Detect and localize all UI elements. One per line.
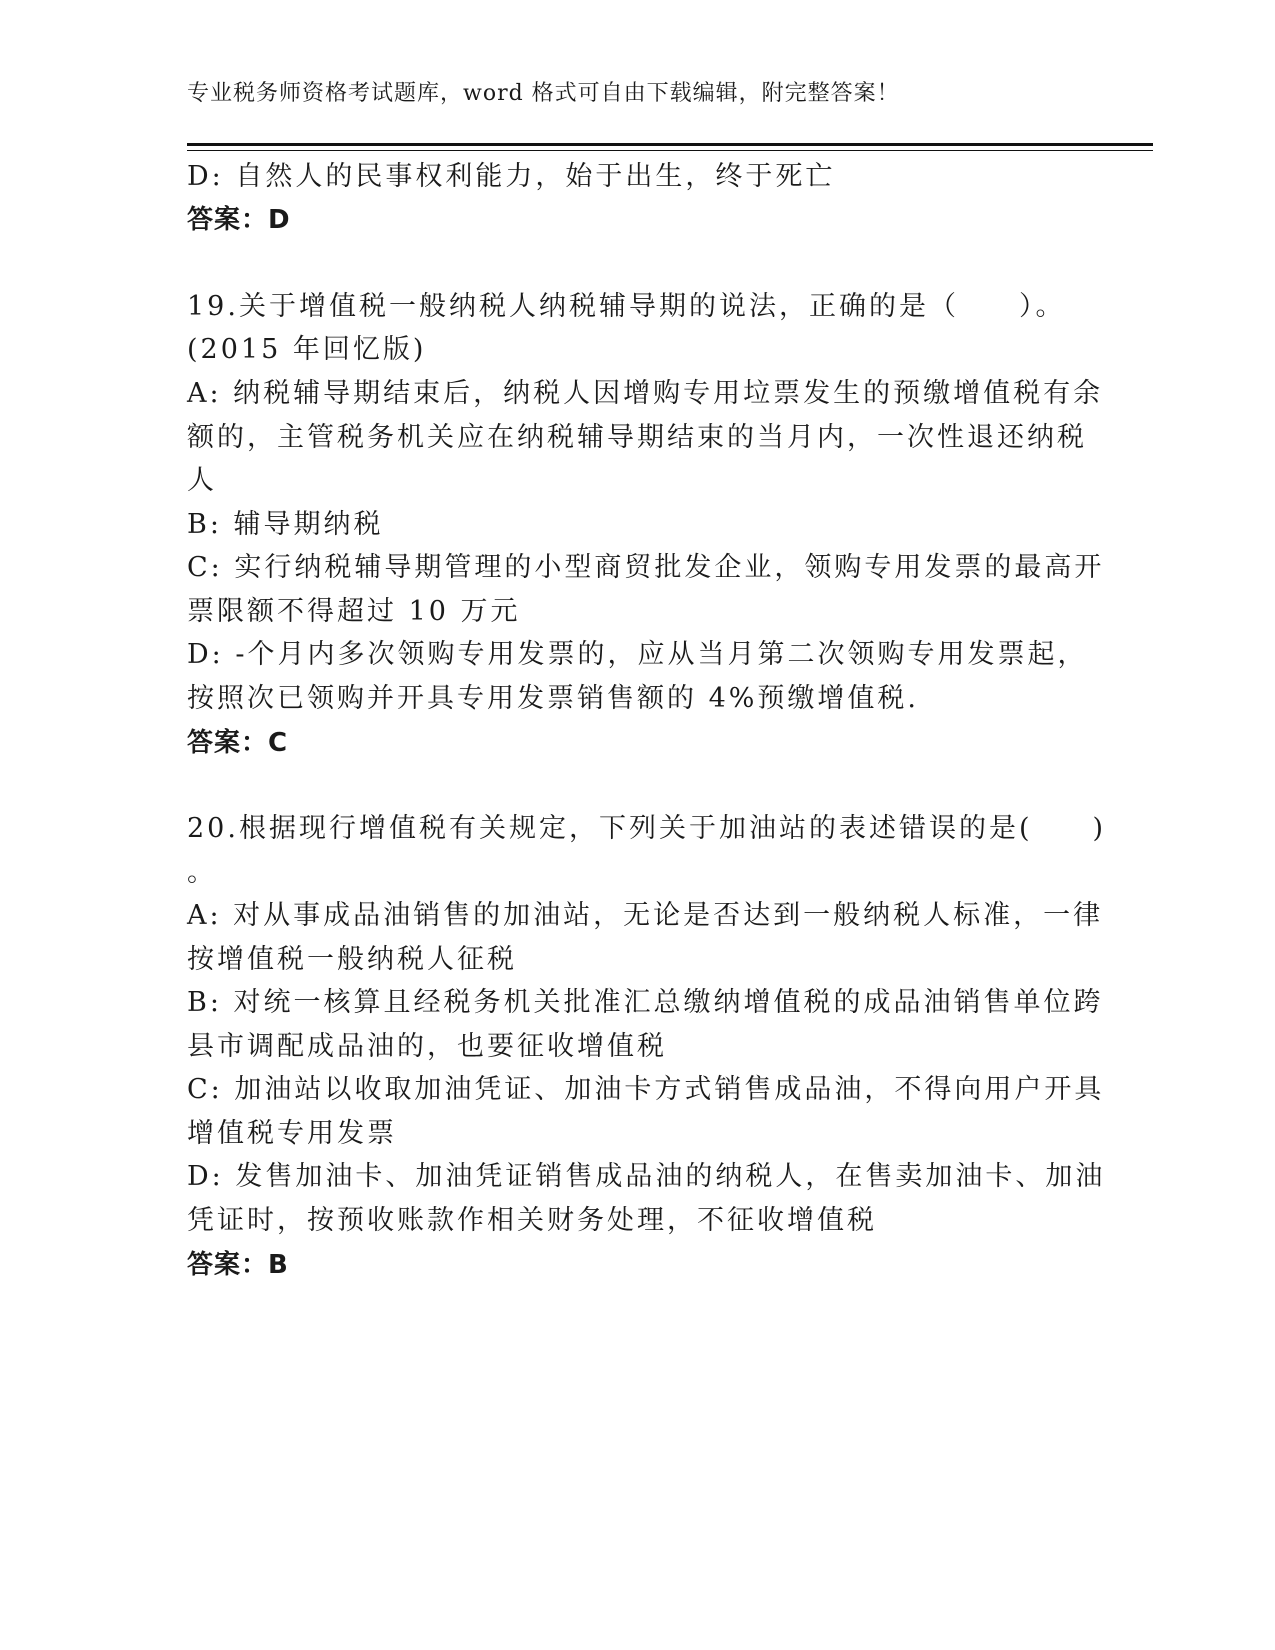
page-header: 专业税务师资格考试题库，word 格式可自由下载编辑，附完整答案！ bbox=[187, 81, 900, 106]
q19-option-a-line3: 人 bbox=[187, 465, 217, 496]
q20-answer: 答案：B bbox=[187, 1250, 289, 1280]
q19-option-c-line2: 票限额不得超过 10 万元 bbox=[187, 596, 521, 627]
q20-option-d-line1: D: 发售加油卡、加油凭证销售成品油的纳税人，在售卖加油卡、加油 bbox=[187, 1161, 1106, 1192]
q19-option-b: B: 辅导期纳税 bbox=[187, 509, 384, 540]
q20-option-a-line1: A: 对从事成品油销售的加油站，无论是否达到一般纳税人标准，一律 bbox=[187, 900, 1104, 931]
q18-answer: 答案：D bbox=[187, 205, 291, 235]
q20-option-c-line1: C: 加油站以收取加油凭证、加油卡方式销售成品油，不得向用户开具 bbox=[187, 1074, 1105, 1105]
header-divider-thick bbox=[187, 143, 1153, 146]
q20-option-b-line2: 县市调配成品油的，也要征收增值税 bbox=[187, 1031, 667, 1062]
q19-option-a-line2: 额的，主管税务机关应在纳税辅导期结束的当月内，一次性退还纳税 bbox=[187, 422, 1087, 453]
q19-answer: 答案：C bbox=[187, 728, 289, 758]
q19-option-d-line2: 按照次已领购并开具专用发票销售额的 4%预缴增值税. bbox=[187, 683, 919, 714]
q20-option-a-line2: 按增值税一般纳税人征税 bbox=[187, 944, 517, 975]
q20-stem-line2: 。 bbox=[187, 857, 217, 888]
q20-option-b-line1: B: 对统一核算且经税务机关批准汇总缴纳增值税的成品油销售单位跨 bbox=[187, 987, 1104, 1018]
q19-option-a-line1: A: 纳税辅导期结束后，纳税人因增购专用垃票发生的预缴增值税有余 bbox=[187, 378, 1104, 409]
q20-option-d-line2: 凭证时，按预收账款作相关财务处理，不征收增值税 bbox=[187, 1205, 877, 1236]
q19-option-c-line1: C: 实行纳税辅导期管理的小型商贸批发企业，领购专用发票的最高开 bbox=[187, 552, 1105, 583]
q20-stem-line1: 20.根据现行增值税有关规定，下列关于加油站的表述错误的是( ) bbox=[187, 813, 1107, 844]
q19-stem-line1: 19.关于增值税一般纳税人纳税辅导期的说法，正确的是（ ）。 bbox=[187, 291, 1066, 322]
q20-option-c-line2: 增值税专用发票 bbox=[187, 1118, 397, 1149]
q18-option-d: D: 自然人的民事权利能力，始于出生，终于死亡 bbox=[187, 161, 836, 192]
header-divider-thin bbox=[187, 150, 1153, 151]
q19-stem-line2: (2015 年回忆版) bbox=[187, 334, 427, 365]
q19-option-d-line1: D: -个月内多次领购专用发票的，应从当月第二次领购专用发票起， bbox=[187, 639, 1088, 670]
